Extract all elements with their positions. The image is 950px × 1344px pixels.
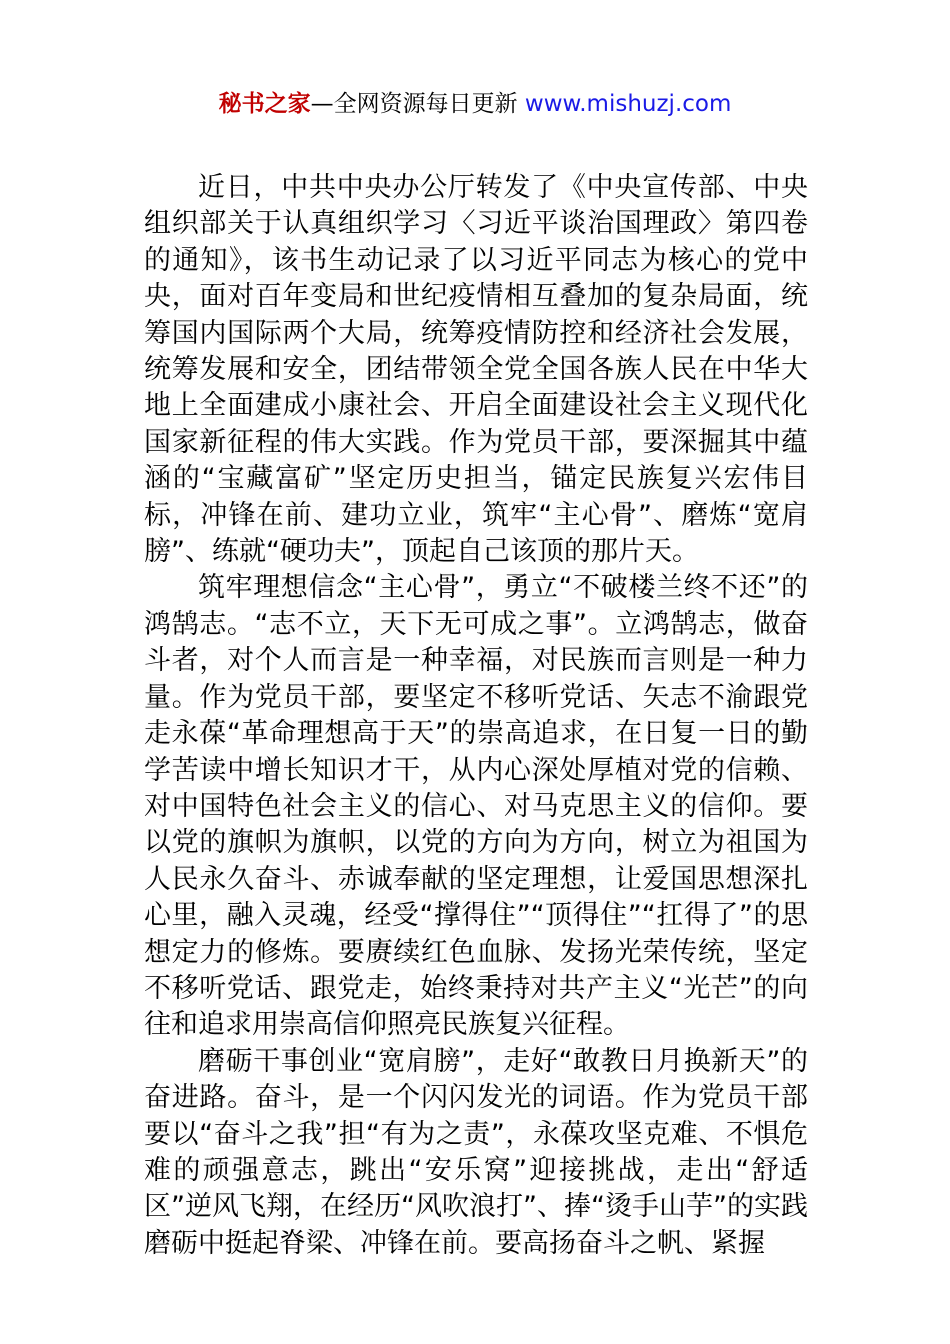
page-header bbox=[0, 88, 950, 120]
brand-name: 秘书之家 bbox=[218, 91, 311, 117]
paragraph-intro: 近日，中共中央办公厅转发了《中央宣传部、中央组织部关于认真组织学习〈习近平谈治国理政〉第四卷的通知》，该书生动记录了以习近平同志为核心的党中央，面对百年变局和世纪疫情相互叠加的复杂局面，统筹国内国际两个大局，统筹疫情防控和经济社会发展，统筹发展和安全，团结带领全党全国各族人民在中华大地上全面建成小康社会、开启全面建设社会主义现代化国家新征程的伟大实践。作为党员干部，要深掘其中蕴涵的“宝藏富矿”坚定历史担当，锚定民族复兴宏伟目标，冲锋在前、建功立业，筑牢“主心骨”、磨炼“宽肩膀”、练就“硬功夫”，顶起自己该顶的那片天。 bbox=[144, 172, 808, 568]
paragraph-ideals: 筑牢理想信念“主心骨”，勇立“不破楼兰终不还”的鸿鹄志。“志不立，天下无可成之事”。立鸿鹄志，做奋斗者，对个人而言是一种幸福，对民族而言则是一种力量。作为党员干部，要坚定不移听党话、矢志不渝跟党走永葆“革命理想高于天”的崇高追求，在日复一日的勤学苦读中增长知识才干，从内心深处厚植对党的信赖、对中国特色社会主义的信心、对马克思主义的信仰。要以党的旗帜为旗帜，以党的方向为方向，树立为祖国为人民永久奋斗、赤诚奉献的坚定理想，让爱国思想深扎心里，融入灵魂，经受“撑得住”“顶得住”“扛得了”的思想定力的修炼。要赓续红色血脉、发扬光荣传统，坚定不移听党话、跟党走，始终秉持对共产主义“光芒”的向往和追求用崇高信仰照亮民族复兴征程。 bbox=[144, 572, 808, 1041]
header-tagline: 全网资源每日更新 bbox=[333, 91, 518, 117]
article-body bbox=[144, 170, 808, 1262]
header-separator: — bbox=[310, 91, 334, 117]
website-link[interactable]: www.mishuzj.com bbox=[524, 91, 732, 117]
paragraph-striving: 磨砺干事创业“宽肩膀”，走好“敢教日月换新天”的奋进路。奋斗，是一个闪闪发光的词语。作为党员干部要以“奋斗之我”担“有为之责”，永葆攻坚克难、不惧危难的顽强意志，跳出“安乐窝”迎接挑战，走出“舒适区”逆风飞翔，在经历“风吹浪打”、捧“烫手山芋”的实践磨砺中挺起脊梁、冲锋在前。要高扬奋斗之帆、紧握 bbox=[144, 1045, 808, 1259]
